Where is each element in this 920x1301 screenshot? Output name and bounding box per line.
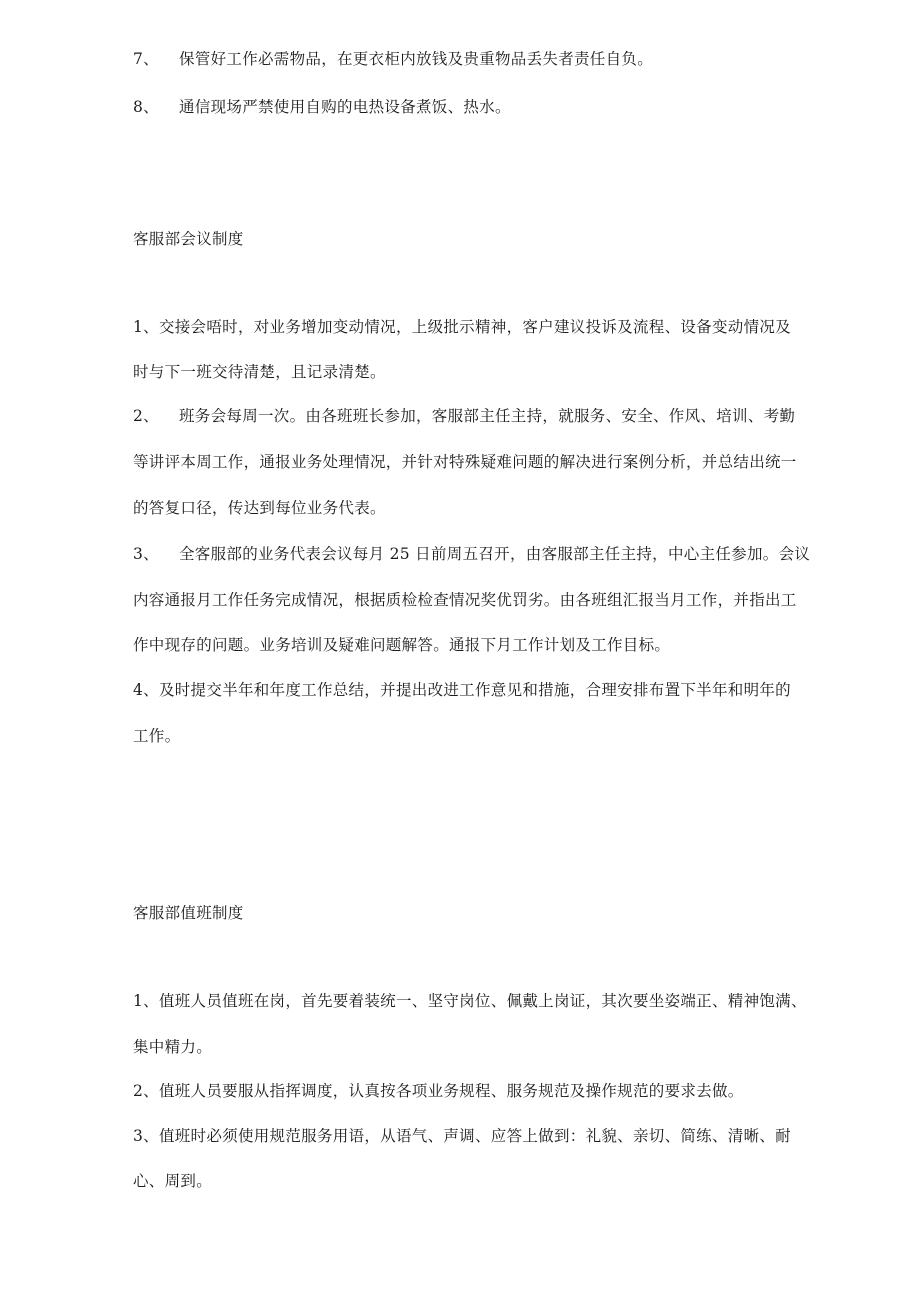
meeting-p3-line2: 内容通报月工作任务完成情况，根据质检检查情况奖优罚劣。由各班组汇报当月工作，并指出工 <box>133 591 797 609</box>
duty-p3-line1: 3、值班时必须使用规范服务用语，从语气、声调、应答上做到：礼貌、亲切、简练、清晰、耐 <box>133 1127 791 1145</box>
meeting-p3-line1 <box>133 543 810 565</box>
meeting-p3-number: 3、 <box>133 545 159 563</box>
meeting-p3-text: 全客服部的业务代表会议每月 25 日前周五召开，由客服部主任主持，中心主任参加。会议 <box>179 545 811 563</box>
duty-p2-line1: 2、值班人员要服从指挥调度，认真按各项业务规程、服务规范及操作规范的要求去做。 <box>133 1082 744 1100</box>
item-8-text: 通信现场严禁使用自购的电热设备煮饭、热水。 <box>179 98 511 116</box>
item-8 <box>133 96 511 118</box>
duty-p1-line2: 集中精力。 <box>133 1038 213 1056</box>
meeting-p2-number: 2、 <box>133 407 159 425</box>
meeting-p4-line2: 工作。 <box>133 727 181 745</box>
duty-p1-line1: 1、值班人员值班在岗，首先要着装统一、坚守岗位、佩戴上岗证，其次要坐姿端正、精神饱满、 <box>133 992 807 1010</box>
meeting-p2-line2: 等讲评本周工作，通报业务处理情况，并针对特殊疑难问题的解决进行案例分析，并总结出统一 <box>133 453 797 471</box>
meeting-p3-line3: 作中现存的问题。业务培训及疑难问题解答。通报下月工作计划及工作目标。 <box>133 636 671 654</box>
item-7 <box>133 48 653 70</box>
meeting-p2-line1 <box>133 405 795 427</box>
meeting-p1-line2: 时与下一班交待清楚，且记录清楚。 <box>133 363 386 381</box>
meeting-p2-text: 班务会每周一次。由各班班长参加，客服部主任主持，就服务、安全、作风、培训、考勤 <box>179 407 796 425</box>
item-8-number: 8、 <box>133 98 159 116</box>
duty-section-title: 客服部值班制度 <box>133 904 244 922</box>
item-7-number: 7、 <box>133 50 159 68</box>
item-7-text: 保管好工作必需物品，在更衣柜内放钱及贵重物品丢失者责任自负。 <box>179 50 654 68</box>
meeting-p2-line3: 的答复口径，传达到每位业务代表。 <box>133 499 386 517</box>
meeting-p4-line1: 4、及时提交半年和年度工作总结，并提出改进工作意见和措施，合理安排布置下半年和明年的 <box>133 681 791 699</box>
duty-p3-line2: 心、周到。 <box>133 1172 213 1190</box>
meeting-section-title: 客服部会议制度 <box>133 230 244 248</box>
meeting-p1-line1: 1、交接会唔时，对业务增加变动情况，上级批示精神，客户建议投诉及流程、设备变动情况及 <box>133 318 791 336</box>
